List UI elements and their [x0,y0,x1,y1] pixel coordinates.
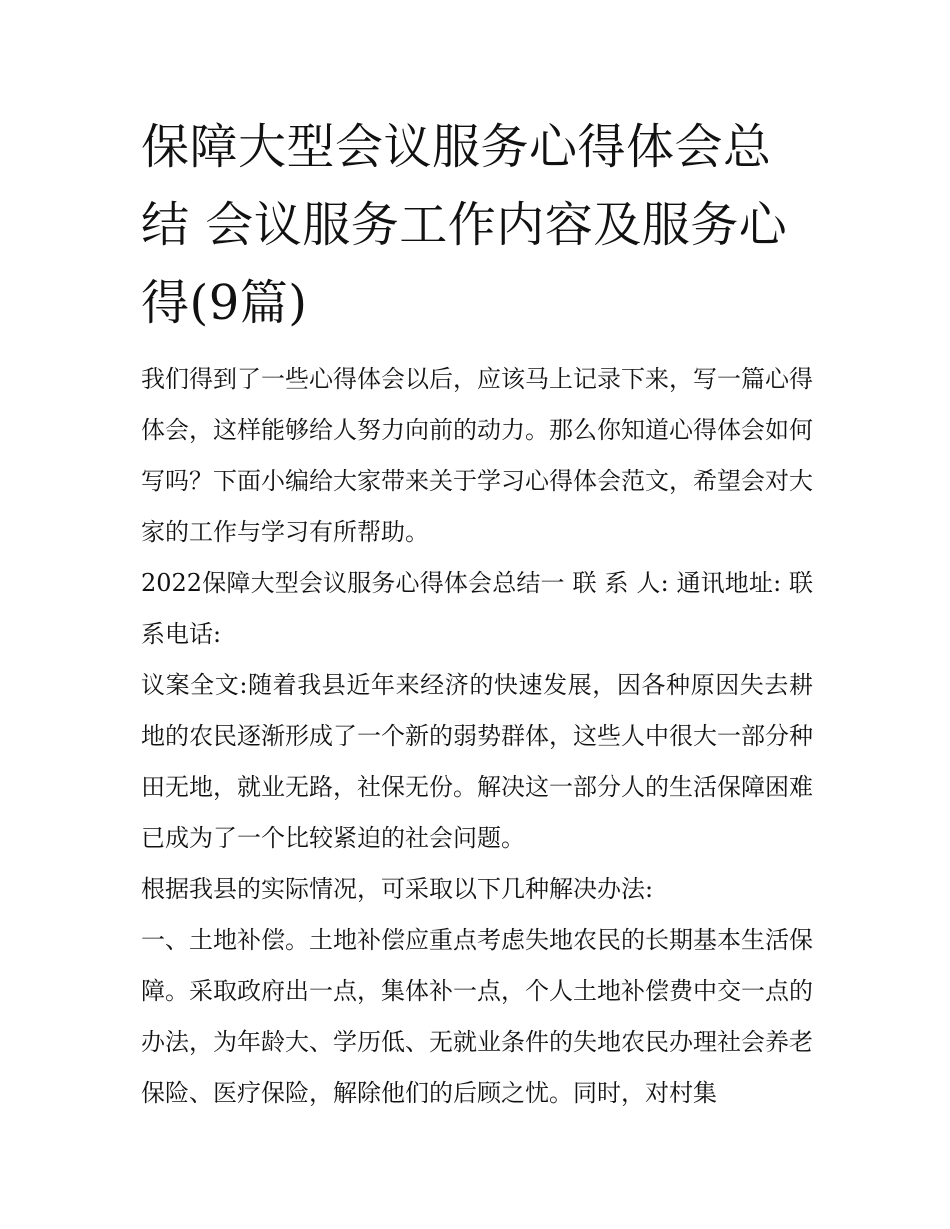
document-body [141,108,813,1119]
document-title: 保障大型会议服务心得体会总结 会议服务工作内容及服务心得(9篇) [141,119,788,331]
paragraph-contact: 2022保障大型会议服务心得体会总结一 联 系 人: 通讯地址: 联系电话: [141,569,813,648]
paragraph-land-compensation: 一、土地补偿。土地补偿应重点考虑失地农民的长期基本生活保障。采取政府出一点，集体补一点，个人土地补偿费中交一点的办法，为年龄大、学历低、无就业条件的失地农民办理社会养老保险、医疗保险，解除他们的后顾之忧。同时，对村集 [141,926,813,1107]
paragraph-proposal: 议案全文:随着我县近年来经济的快速发展，因各种原因失去耕地的农民逐渐形成了一个新的弱势群体，这些人中很大一部分种田无地，就业无路，社保无份。解决这一部分人的生活保障困难已成为了一个比较紧迫的社会问题。 [141,671,813,852]
paragraph-intro: 我们得到了一些心得体会以后，应该马上记录下来，写一篇心得体会，这样能够给人努力向前的动力。那么你知道心得体会如何写吗？下面小编给大家带来关于学习心得体会范文，希望会对大家的工作与学习有所帮助。 [141,365,813,546]
paragraph-solutions-lead: 根据我县的实际情况，可采取以下几种解决办法: [141,875,654,903]
